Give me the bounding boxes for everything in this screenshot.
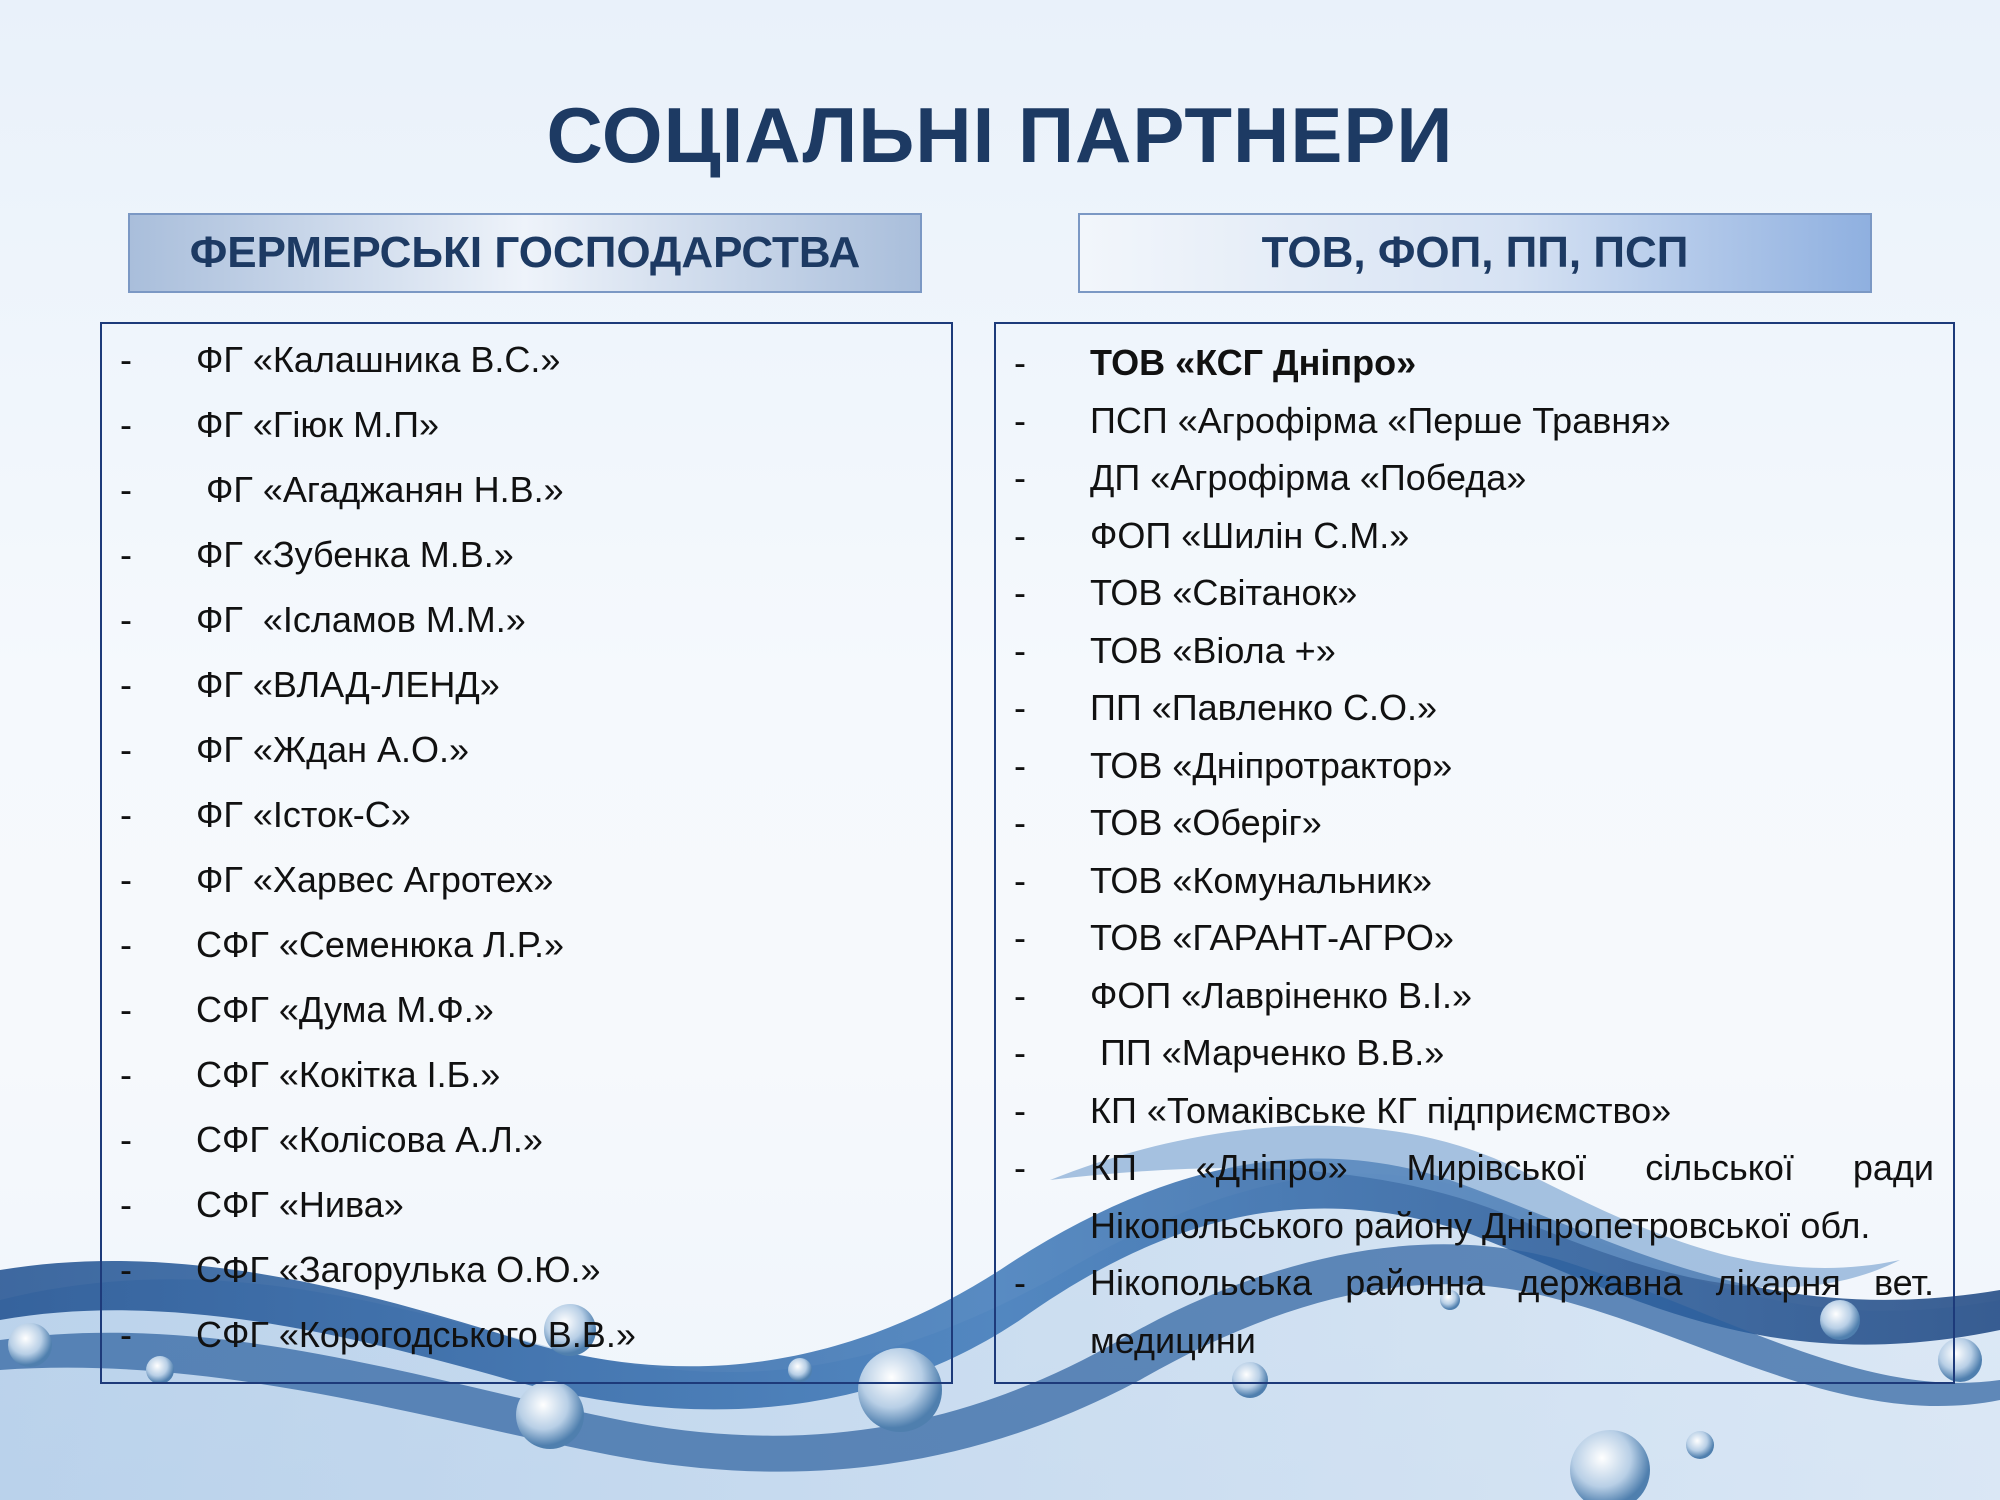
bullet-dash: - bbox=[120, 534, 132, 575]
farm-name: СФГ «Нива» bbox=[196, 1184, 404, 1225]
list-item bbox=[1014, 967, 1934, 1025]
farm-name: ФГ «Ісламов М.М.» bbox=[196, 599, 526, 640]
farms-list bbox=[120, 332, 940, 1372]
bullet-dash: - bbox=[120, 924, 132, 965]
farms-header: ФЕРМЕРСЬКІ ГОСПОДАРСТВА bbox=[128, 213, 922, 293]
list-item bbox=[120, 917, 940, 982]
list-item bbox=[120, 982, 940, 1047]
farm-name: СФГ «Загорулька О.Ю.» bbox=[196, 1249, 601, 1290]
list-item bbox=[1014, 507, 1934, 565]
list-item bbox=[1014, 392, 1934, 450]
bullet-dash: - bbox=[120, 1054, 132, 1095]
list-item bbox=[120, 787, 940, 852]
bullet-dash: - bbox=[1014, 1262, 1026, 1303]
company-name: ПП «Марченко В.В.» bbox=[1090, 1032, 1445, 1073]
bullet-dash: - bbox=[1014, 1147, 1026, 1188]
list-item bbox=[1014, 737, 1934, 795]
bullet-dash: - bbox=[1014, 1089, 1026, 1131]
bullet-dash: - bbox=[120, 404, 132, 445]
list-item bbox=[120, 1112, 940, 1177]
companies-list bbox=[1014, 334, 1934, 1369]
farm-name: ФГ «Харвес Агротех» bbox=[196, 859, 554, 900]
bullet-dash: - bbox=[1014, 514, 1026, 556]
company-name: ТОВ «Оберіг» bbox=[1090, 802, 1322, 843]
bullet-dash: - bbox=[1014, 1032, 1026, 1073]
list-item bbox=[1014, 622, 1934, 680]
farm-name: ФГ «Ждан А.О.» bbox=[196, 729, 470, 770]
bullet-dash: - bbox=[120, 599, 132, 640]
list-item bbox=[1014, 1024, 1934, 1082]
list-item bbox=[1014, 909, 1934, 967]
company-name: ДП «Агрофірма «Победа» bbox=[1090, 457, 1527, 498]
bullet-dash: - bbox=[1014, 457, 1026, 498]
farm-name: СФГ «Кокітка І.Б.» bbox=[196, 1054, 501, 1095]
bullet-dash: - bbox=[1014, 342, 1026, 383]
bullet-dash: - bbox=[120, 794, 132, 835]
list-item bbox=[120, 397, 940, 462]
bullet-dash: - bbox=[120, 664, 132, 705]
company-name: ТОВ «Дніпротрактор» bbox=[1090, 744, 1453, 786]
list-item bbox=[120, 1307, 940, 1372]
bullet-dash: - bbox=[120, 989, 132, 1030]
page-title: СОЦІАЛЬНІ ПАРТНЕРИ bbox=[546, 91, 1454, 179]
bullet-dash: - bbox=[1014, 629, 1026, 671]
bullet-dash: - bbox=[120, 469, 132, 510]
list-item bbox=[1014, 852, 1934, 910]
list-item bbox=[120, 332, 940, 397]
company-name: ТОВ «Комунальник» bbox=[1090, 859, 1432, 901]
list-item bbox=[120, 592, 940, 657]
bullet-dash: - bbox=[1014, 572, 1026, 613]
company-name: КП «Томаківське КГ підприємство» bbox=[1090, 1089, 1672, 1131]
farm-name: СФГ «Дума М.Ф.» bbox=[196, 989, 494, 1030]
list-item bbox=[1014, 449, 1934, 507]
list-item bbox=[1014, 794, 1934, 852]
company-name: КП «Дніпро» Мирівської сільської ради Нікопольського району Дніпропетровської обл. bbox=[1090, 1147, 1934, 1246]
list-item bbox=[1014, 1254, 1934, 1369]
list-item bbox=[120, 462, 940, 527]
bullet-dash: - bbox=[1014, 917, 1026, 958]
company-name: Нікопольська районна державна лікарня вет. медицини bbox=[1090, 1262, 1934, 1361]
list-item bbox=[120, 1177, 940, 1242]
bullet-dash: - bbox=[1014, 859, 1026, 901]
company-name: ФОП «Шилін С.М.» bbox=[1090, 514, 1410, 556]
bullet-dash: - bbox=[1014, 974, 1026, 1016]
farm-name: СФГ «Корогодського В.В.» bbox=[196, 1314, 636, 1355]
farm-name: СФГ «Семенюка Л.Р.» bbox=[196, 924, 564, 965]
company-name: ТОВ «Світанок» bbox=[1090, 572, 1358, 613]
bullet-dash: - bbox=[120, 729, 132, 770]
list-item bbox=[120, 1047, 940, 1112]
bullet-dash: - bbox=[120, 1249, 132, 1290]
list-item bbox=[1014, 679, 1934, 737]
bullet-dash: - bbox=[1014, 687, 1026, 728]
farm-name: ФГ «Гіюк М.П» bbox=[196, 404, 440, 445]
bullet-dash: - bbox=[120, 1184, 132, 1225]
list-item bbox=[1014, 1139, 1934, 1254]
farm-name: ФГ «Агаджанян Н.В.» bbox=[196, 469, 564, 510]
companies-header: ТОВ, ФОП, ПП, ПСП bbox=[1078, 213, 1872, 293]
bullet-dash: - bbox=[120, 859, 132, 900]
bullet-dash: - bbox=[120, 339, 132, 380]
bullet-dash: - bbox=[120, 1119, 132, 1160]
list-item bbox=[120, 657, 940, 722]
bullet-dash: - bbox=[120, 1314, 132, 1355]
bullet-dash: - bbox=[1014, 399, 1026, 441]
list-item bbox=[120, 527, 940, 592]
list-item bbox=[1014, 1082, 1934, 1140]
company-name: ПП «Павленко С.О.» bbox=[1090, 687, 1438, 728]
bullet-dash: - bbox=[1014, 802, 1026, 843]
list-item bbox=[1014, 334, 1934, 392]
company-name: ФОП «Лавріненко В.І.» bbox=[1090, 974, 1473, 1016]
bullet-dash: - bbox=[1014, 744, 1026, 786]
farm-name: СФГ «Колісова А.Л.» bbox=[196, 1119, 543, 1160]
list-item bbox=[1014, 564, 1934, 622]
company-name: ТОВ «КСГ Дніпро» bbox=[1090, 342, 1417, 383]
farm-name: ФГ «Істок-С» bbox=[196, 794, 411, 835]
list-item bbox=[120, 852, 940, 917]
company-name: ТОВ «ГАРАНТ-АГРО» bbox=[1090, 917, 1454, 958]
company-name: ПСП «Агрофірма «Перше Травня» bbox=[1090, 399, 1671, 441]
farm-name: ФГ «Зубенка М.В.» bbox=[196, 534, 514, 575]
farm-name: ФГ «ВЛАД-ЛЕНД» bbox=[196, 664, 500, 705]
farm-name: ФГ «Калашника В.С.» bbox=[196, 339, 561, 380]
list-item bbox=[120, 1242, 940, 1307]
company-name: ТОВ «Віола +» bbox=[1090, 629, 1336, 671]
list-item bbox=[120, 722, 940, 787]
